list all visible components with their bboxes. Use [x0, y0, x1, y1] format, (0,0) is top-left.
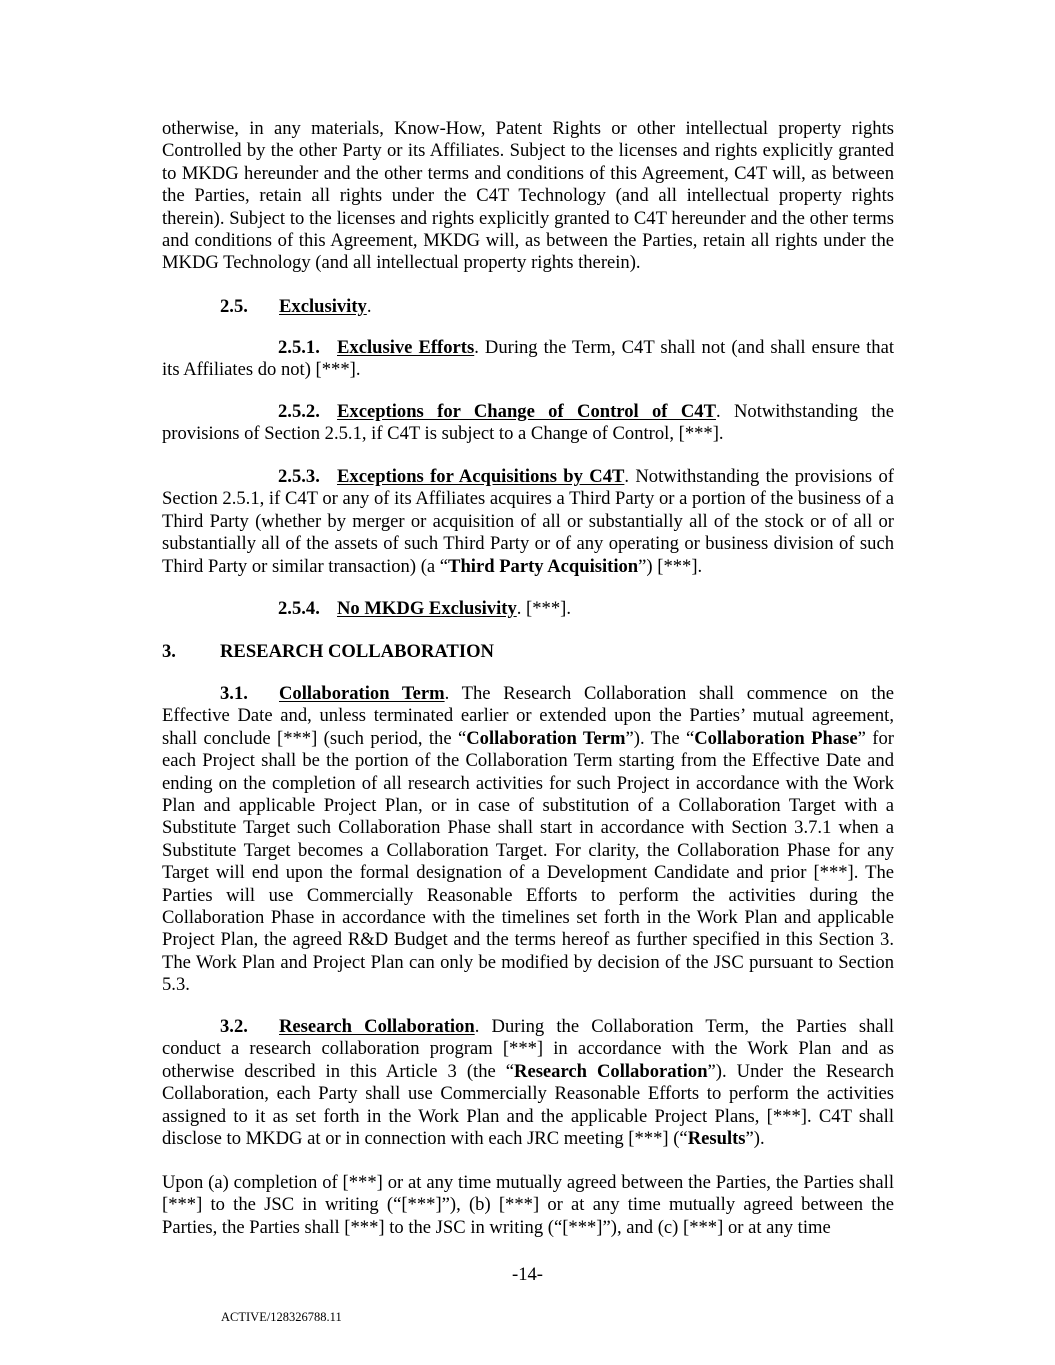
section-2-5-heading: 2.5. Exclusivity. [220, 296, 372, 317]
section-3-1: 3.1. Collaboration Term. The Research Collaboration shall commence on the Effective Date and, unless terminated earlier or extended upon the Parties’ mutual agreement, shall conclude [***] (such period, the “Collaboration Term”). The “Collaboration Phase” for each Project shall be the portion of the Collaboration Term starting from the Effective Date and ending on the completion of all research activities for such Project in accordance with the Work Plan and applicable Project Plan, or in case of substitution of a Collaboration Target with a Substitute Target such Collaboration Phase shall start in accordance with Section 3.7.1 when a Substitute Target becomes a Collaboration Target. For clarity, the Collaboration Phase for any Target will end upon the formal designation of a Development Candidate and prior [***]. The Parties will use Commercially Reasonable Efforts to perform the activities during the Collaboration Phase in accordance with the timelines set forth in the Work Plan and applicable Project Plan, the agreed R&D Budget and the terms hereof as further specified in this Section 3. The Work Plan and Project Plan can only be modified by decision of the JSC pursuant to Section 5.3. [162, 683, 894, 996]
closing-paragraph: Upon (a) completion of [***] or at any time mutually agreed between the Parties, the Parties shall [***] to the JSC in writing (“[***]”), (b) [***] or at any time mutually agreed between the Parties, the Parties shall [***] to the JSC in writing (“[***]”), and (c) [***] or at any time [162, 1172, 894, 1238]
defined-term: Collaboration Term [466, 727, 626, 749]
document-id: ACTIVE/128326788.11 [221, 1310, 342, 1324]
section-title: No MKDG Exclusivity [337, 598, 517, 619]
section-2-5-4: 2.5.4. No MKDG Exclusivity. [***]. [278, 598, 571, 619]
section-number: 2.5.2. [278, 401, 320, 422]
section-number: 2.5. [220, 296, 248, 317]
section-number: 2.5.3. [278, 466, 320, 487]
section-number: 3.1. [220, 683, 248, 704]
defined-term: Third Party Acquisition [448, 555, 639, 577]
section-2-5-3: 2.5.3. Exceptions for Acquisitions by C4T. Notwithstanding the provisions of Section 2.5.1, if C4T or any of its Affiliates acquires a Third Party or a portion of the business of a Third Party (whether by merger or acquisition of all or substantially all of the stock or of all or substantially all of the assets of such Third Party or of any operating or business division of such Third Party or similar transaction) (a “Third Party Acquisition”) [***]. [162, 466, 894, 577]
section-number: 3. [162, 641, 176, 662]
section-title: Exclusivity [279, 296, 367, 317]
article-title: RESEARCH COLLABORATION [220, 641, 494, 662]
section-title: Collaboration Term [279, 683, 445, 704]
section-2-5-1: 2.5.1. Exclusive Efforts. During the Term, C4T shall not (and shall ensure that its Affiliates do not) [***]. [162, 337, 895, 381]
section-title: Research Collaboration [279, 1016, 475, 1037]
section-title: Exceptions for Acquisitions by C4T [337, 466, 625, 487]
article-3-heading [162, 641, 494, 663]
section-number: 2.5.1. [278, 337, 320, 358]
intro-paragraph: otherwise, in any materials, Know-How, Patent Rights or other intellectual property rights Controlled by the other Party or its Affiliates. Subject to the licenses and rights explicitly granted to MKDG hereunder and the other terms and conditions of this Agreement, C4T will, as between the Parties, retain all rights under the C4T Technology (and all intellectual property rights therein). Subject to the licenses and rights explicitly granted to C4T hereunder and the other terms and conditions of this Agreement, MKDG will, as between the Parties, retain all rights under the MKDG Technology (and all intellectual property rights therein). [162, 118, 894, 274]
section-title: Exclusive Efforts [337, 337, 475, 358]
section-title: Exceptions for Change of Control of C4T [337, 401, 716, 422]
page-number: -14- [512, 1264, 543, 1285]
defined-term: Collaboration Phase [694, 727, 858, 749]
section-number: 3.2. [220, 1016, 248, 1037]
section-2-5-2: 2.5.2. Exceptions for Change of Control of C4T. Notwithstanding the provisions of Section 2.5.1, if C4T is subject to a Change of Control, [***]. [162, 401, 894, 445]
defined-term: Research Collaboration [514, 1060, 708, 1082]
defined-term: Results [687, 1128, 746, 1150]
section-number: 2.5.4. [278, 598, 320, 619]
section-3-2: 3.2. Research Collaboration. During the Collaboration Term, the Parties shall conduct a research collaboration program [***] in accordance with the Work Plan and as otherwise described in this Article 3 (the “Research Collaboration”). Under the Research Collaboration, each Party shall use Commercially Reasonable Efforts to perform the activities assigned to it as set forth in the Work Plan and the applicable Project Plans, [***]. C4T shall disclose to MKDG at or in connection with each JRC meeting [***] (“Results”). [162, 1016, 895, 1150]
